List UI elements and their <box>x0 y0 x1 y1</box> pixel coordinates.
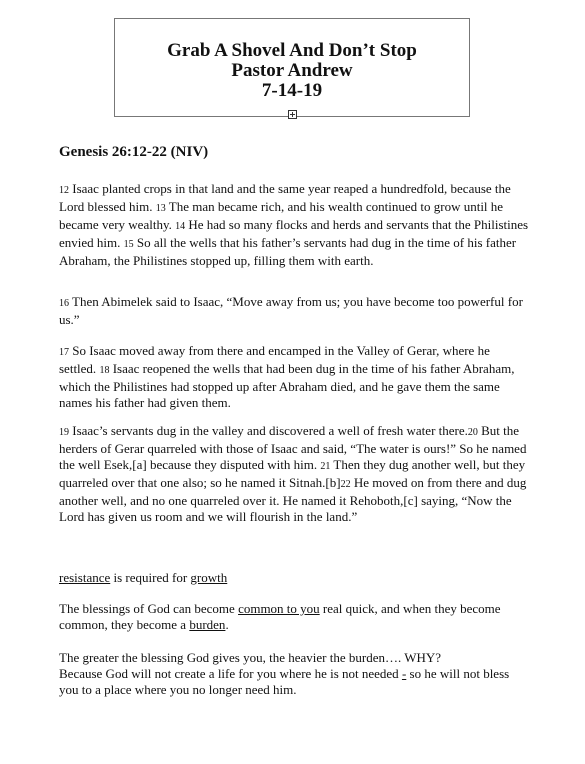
underlined-word: resistance <box>59 570 111 585</box>
verse-number: 13 <box>155 203 166 214</box>
note-text: . <box>225 617 229 632</box>
verse-number: 19 <box>59 427 69 438</box>
verse-text: Isaac reopened the wells that had been dug in the time of his father Abraham, which the Philistines had stopped up after Abraham died, and he gave them the same names his father had given them. <box>59 361 515 410</box>
note-paragraph-3 <box>59 650 529 698</box>
scripture-paragraph-2 <box>59 294 529 328</box>
verse-number: 16 <box>59 298 69 309</box>
note-text: real quick, and when they become common, they become a <box>59 601 501 632</box>
sermon-date: 7-14-19 <box>261 80 323 101</box>
passage-reference: Genesis 26:12-22 (NIV) <box>59 144 209 160</box>
verse-number: 20 <box>467 427 478 438</box>
verse-text: Then they dug another well, but they quarreled over that one also; so he named it Sitnah.[b] <box>59 457 526 490</box>
speaker-name: Pastor Andrew <box>231 60 353 81</box>
verse-text: The man became rich, and his wealth continued to grow until he became very wealthy. <box>59 199 504 232</box>
note-text: so he will not bless you to a place where you no longer need him. <box>59 666 510 697</box>
verse-number: 21 <box>320 461 331 472</box>
scripture-paragraph-1 <box>59 181 529 269</box>
verse-number: 18 <box>99 365 110 376</box>
sermon-title: Grab A Shovel And Don’t Stop <box>167 40 417 61</box>
underlined-dash: - <box>401 666 407 681</box>
note-paragraph-2 <box>59 601 529 633</box>
note-text: is required for <box>110 570 191 585</box>
verse-text: But the herders of Gerar quarreled with those of Isaac and said, “The water is ours!” So he named the well Esek,[a] because they disputed with him. <box>59 423 527 472</box>
verse-text: So all the wells that his father’s servants had dug in the time of his father Abraham, the Philistines stopped up, filling them with earth. <box>59 235 517 268</box>
note-text: The blessings of God can become <box>59 601 239 616</box>
verse-number: 22 <box>340 479 351 490</box>
verse-text: Isaac’s servants dug in the valley and discovered a well of fresh water there. <box>69 423 468 438</box>
underlined-word: burden <box>189 617 226 632</box>
underlined-word: growth <box>190 570 228 585</box>
verse-text: Then Abimelek said to Isaac, “Move away from us; you have become too powerful for us.” <box>59 294 523 327</box>
verse-text: Isaac planted crops in that land and the same year reaped a hundredfold, because the Lord blessed him. <box>59 181 511 214</box>
verse-number: 12 <box>59 185 69 196</box>
scripture-paragraph-3 <box>59 343 529 411</box>
title-box <box>114 18 470 117</box>
note-text: Because God will not create a life for you where he is not needed <box>59 666 402 681</box>
verse-number: 15 <box>123 239 134 250</box>
expand-icon[interactable] <box>288 110 297 119</box>
note-text: The greater the blessing God gives you, the heavier the burden…. WHY? <box>59 650 442 665</box>
note-paragraph-1 <box>59 570 529 586</box>
verse-text: He moved on from there and dug another well, and no one quarreled over it. He named it Rehoboth,[c] saying, “Now the Lord has given us room and we will flourish in the land.” <box>59 475 527 524</box>
verse-text: So Isaac moved away from there and encamped in the Valley of Gerar, where he settled. <box>59 343 490 376</box>
verse-text: He had so many flocks and herds and servants that the Philistines envied him. <box>59 217 529 250</box>
verse-number: 14 <box>175 221 186 232</box>
scripture-paragraph-4 <box>59 423 529 525</box>
underlined-phrase: common to you <box>238 601 320 616</box>
verse-number: 17 <box>59 347 69 358</box>
